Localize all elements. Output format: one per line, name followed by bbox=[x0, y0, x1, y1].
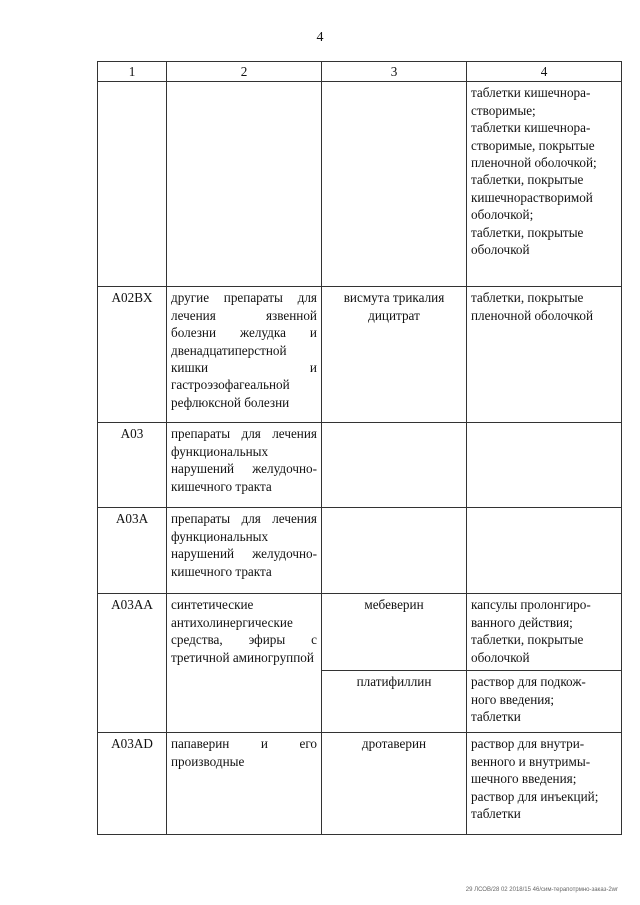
substance-cell: мебеверин bbox=[322, 594, 467, 671]
group-cell: синтетические антихолинергические средства, эфиры с третичной аминогруппой bbox=[167, 594, 322, 733]
atc-code-cell: A02BX bbox=[98, 287, 167, 423]
table-row bbox=[98, 423, 622, 508]
dosage-forms-cell: таблетки кишечнора- створимые; таблетки кишечнора- створимые, покрытые пленочной оболочкой; таблетки, покрытые кишечнорастворимой оболочкой; таблетки, покрытые оболочкой bbox=[467, 82, 622, 287]
atc-code-cell: A03A bbox=[98, 508, 167, 594]
dosage-forms-cell bbox=[467, 423, 622, 508]
group-cell bbox=[167, 82, 322, 287]
substance-cell bbox=[322, 508, 467, 594]
table-row bbox=[98, 508, 622, 594]
footer-stamp: 29 ЛСОВ/28 02 2018/15 46/сим-терапотрмно-заказ-2wr bbox=[465, 887, 618, 893]
header-cell-2: 2 bbox=[167, 62, 322, 82]
group-cell: препараты для лечения функциональных нарушений желудочно-кишечного тракта bbox=[167, 508, 322, 594]
dosage-forms-cell bbox=[467, 508, 622, 594]
table-row bbox=[98, 594, 622, 671]
dosage-forms-cell: раствор для внутри- венного и внутримы- шечного введения; раствор для инъекций; таблетки bbox=[467, 733, 622, 835]
group-cell: другие препараты для лечения язвенной болезни желудка и двенадцатиперстной кишки и гастроэзофагеальной рефлюксной болезни bbox=[167, 287, 322, 423]
table-header-row bbox=[98, 62, 622, 82]
dosage-forms-cell: раствор для подкож- ного введения; таблетки bbox=[467, 671, 622, 733]
group-cell: папаверин и его производные bbox=[167, 733, 322, 835]
header-cell-1: 1 bbox=[98, 62, 167, 82]
page-number: 4 bbox=[316, 30, 324, 45]
substance-cell: дротаверин bbox=[322, 733, 467, 835]
atc-code-cell bbox=[98, 82, 167, 287]
drug-table bbox=[97, 61, 622, 835]
header-cell-3: 3 bbox=[322, 62, 467, 82]
atc-code-cell: A03AD bbox=[98, 733, 167, 835]
substance-cell: платифиллин bbox=[322, 671, 467, 733]
header-cell-4: 4 bbox=[467, 62, 622, 82]
substance-cell: висмута трикалия дицитрат bbox=[322, 287, 467, 423]
substance-cell bbox=[322, 423, 467, 508]
atc-code-cell: A03AA bbox=[98, 594, 167, 733]
atc-code-cell: A03 bbox=[98, 423, 167, 508]
group-cell: препараты для лечения функциональных нарушений желудочно-кишечного тракта bbox=[167, 423, 322, 508]
dosage-forms-cell: таблетки, покрытые пленочной оболочкой bbox=[467, 287, 622, 423]
dosage-forms-cell: капсулы пролонгиро- ванного действия; таблетки, покрытые оболочкой bbox=[467, 594, 622, 671]
table-row bbox=[98, 287, 622, 423]
table-row bbox=[98, 82, 622, 287]
substance-cell bbox=[322, 82, 467, 287]
table-row bbox=[98, 733, 622, 835]
